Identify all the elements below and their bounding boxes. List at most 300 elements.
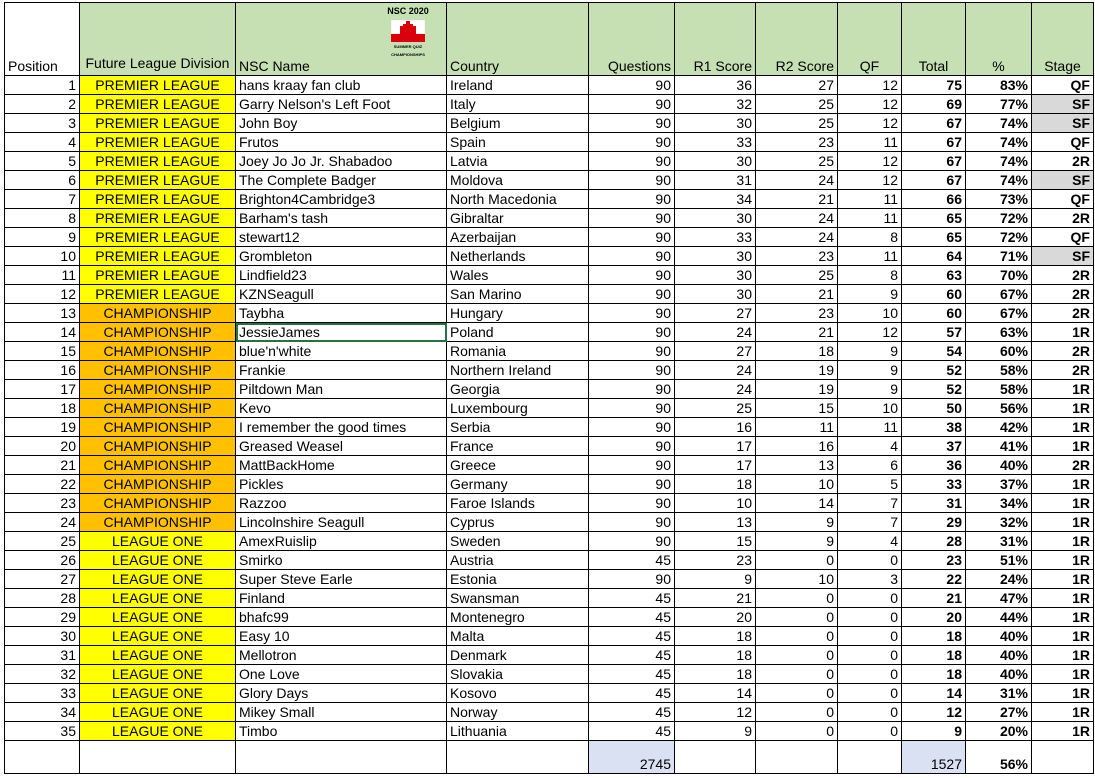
cell-division[interactable]: CHAMPIONSHIP xyxy=(80,494,236,513)
cell-stage[interactable]: SF xyxy=(1032,114,1094,133)
cell-questions[interactable]: 90 xyxy=(589,228,675,247)
cell-country[interactable]: Romania xyxy=(447,342,589,361)
cell-qf[interactable]: 0 xyxy=(838,646,902,665)
cell-pct[interactable]: 31% xyxy=(966,684,1032,703)
cell-country[interactable]: San Marino xyxy=(447,285,589,304)
cell-r1[interactable]: 10 xyxy=(675,494,756,513)
cell-r2[interactable]: 23 xyxy=(756,247,838,266)
cell-country[interactable]: Azerbaijan xyxy=(447,228,589,247)
cell-r2[interactable]: 24 xyxy=(756,228,838,247)
cell-stage[interactable]: 2R xyxy=(1032,285,1094,304)
foot-empty-country[interactable] xyxy=(447,741,589,774)
cell-questions[interactable]: 90 xyxy=(589,285,675,304)
cell-name[interactable]: Mikey Small xyxy=(236,703,447,722)
cell-r1[interactable]: 24 xyxy=(675,361,756,380)
cell-r2[interactable]: 21 xyxy=(756,190,838,209)
cell-country[interactable]: North Macedonia xyxy=(447,190,589,209)
cell-total[interactable]: 14 xyxy=(902,684,966,703)
cell-r2[interactable]: 25 xyxy=(756,152,838,171)
cell-stage[interactable]: 1R xyxy=(1032,703,1094,722)
cell-qf[interactable]: 0 xyxy=(838,608,902,627)
cell-country[interactable]: Greece xyxy=(447,456,589,475)
cell-pct[interactable]: 24% xyxy=(966,570,1032,589)
cell-total[interactable]: 63 xyxy=(902,266,966,285)
cell-r1[interactable]: 33 xyxy=(675,133,756,152)
cell-division[interactable]: PREMIER LEAGUE xyxy=(80,133,236,152)
cell-qf[interactable]: 9 xyxy=(838,285,902,304)
cell-total[interactable]: 18 xyxy=(902,665,966,684)
cell-pct[interactable]: 70% xyxy=(966,266,1032,285)
cell-name[interactable]: Mellotron xyxy=(236,646,447,665)
cell-stage[interactable]: 1R xyxy=(1032,627,1094,646)
cell-pct[interactable]: 67% xyxy=(966,285,1032,304)
cell-stage[interactable]: SF xyxy=(1032,171,1094,190)
cell-position[interactable]: 17 xyxy=(5,380,80,399)
cell-r2[interactable]: 18 xyxy=(756,342,838,361)
cell-qf[interactable]: 11 xyxy=(838,133,902,152)
cell-total[interactable]: 60 xyxy=(902,285,966,304)
cell-country[interactable]: Faroe Islands xyxy=(447,494,589,513)
cell-total[interactable]: 54 xyxy=(902,342,966,361)
cell-r1[interactable]: 30 xyxy=(675,152,756,171)
cell-name[interactable]: blue'n'white xyxy=(236,342,447,361)
cell-division[interactable]: CHAMPIONSHIP xyxy=(80,399,236,418)
cell-country[interactable]: Ireland xyxy=(447,76,589,95)
cell-country[interactable]: Slovakia xyxy=(447,665,589,684)
cell-r1[interactable]: 30 xyxy=(675,114,756,133)
cell-position[interactable]: 33 xyxy=(5,684,80,703)
cell-country[interactable]: Wales xyxy=(447,266,589,285)
cell-pct[interactable]: 72% xyxy=(966,209,1032,228)
cell-division[interactable]: PREMIER LEAGUE xyxy=(80,285,236,304)
cell-r1[interactable]: 30 xyxy=(675,209,756,228)
cell-qf[interactable]: 10 xyxy=(838,304,902,323)
cell-position[interactable]: 9 xyxy=(5,228,80,247)
cell-r1[interactable]: 9 xyxy=(675,570,756,589)
cell-r2[interactable]: 23 xyxy=(756,133,838,152)
cell-name[interactable]: MattBackHome xyxy=(236,456,447,475)
cell-r1[interactable]: 27 xyxy=(675,342,756,361)
cell-country[interactable]: Serbia xyxy=(447,418,589,437)
cell-qf[interactable]: 11 xyxy=(838,190,902,209)
cell-r2[interactable]: 23 xyxy=(756,304,838,323)
cell-division[interactable]: LEAGUE ONE xyxy=(80,684,236,703)
cell-total[interactable]: 20 xyxy=(902,608,966,627)
cell-pct[interactable]: 27% xyxy=(966,703,1032,722)
cell-total[interactable]: 18 xyxy=(902,646,966,665)
cell-name[interactable]: Kevo xyxy=(236,399,447,418)
cell-position[interactable]: 3 xyxy=(5,114,80,133)
cell-questions[interactable]: 90 xyxy=(589,133,675,152)
cell-questions[interactable]: 45 xyxy=(589,722,675,741)
cell-r2[interactable]: 19 xyxy=(756,380,838,399)
cell-qf[interactable]: 12 xyxy=(838,95,902,114)
cell-name[interactable]: Razzoo xyxy=(236,494,447,513)
cell-qf[interactable]: 7 xyxy=(838,513,902,532)
cell-qf[interactable]: 8 xyxy=(838,266,902,285)
cell-name[interactable]: Grombleton xyxy=(236,247,447,266)
cell-r1[interactable]: 34 xyxy=(675,190,756,209)
cell-name[interactable]: Taybha xyxy=(236,304,447,323)
cell-stage[interactable]: 1R xyxy=(1032,684,1094,703)
cell-stage[interactable]: 1R xyxy=(1032,513,1094,532)
cell-r2[interactable]: 25 xyxy=(756,266,838,285)
cell-name[interactable]: JessieJames xyxy=(236,323,447,342)
cell-stage[interactable]: QF xyxy=(1032,228,1094,247)
cell-r1[interactable]: 31 xyxy=(675,171,756,190)
cell-division[interactable]: LEAGUE ONE xyxy=(80,627,236,646)
cell-name[interactable]: Frankie xyxy=(236,361,447,380)
cell-qf[interactable]: 7 xyxy=(838,494,902,513)
cell-position[interactable]: 8 xyxy=(5,209,80,228)
cell-stage[interactable]: 1R xyxy=(1032,494,1094,513)
cell-name[interactable]: Barham's tash xyxy=(236,209,447,228)
cell-r1[interactable]: 13 xyxy=(675,513,756,532)
cell-stage[interactable]: 1R xyxy=(1032,323,1094,342)
cell-name[interactable]: Joey Jo Jo Jr. Shabadoo xyxy=(236,152,447,171)
cell-stage[interactable]: SF xyxy=(1032,247,1094,266)
cell-pct[interactable]: 20% xyxy=(966,722,1032,741)
cell-qf[interactable]: 0 xyxy=(838,684,902,703)
cell-stage[interactable]: QF xyxy=(1032,76,1094,95)
cell-r2[interactable]: 0 xyxy=(756,665,838,684)
cell-total[interactable]: 67 xyxy=(902,133,966,152)
header-division[interactable]: Future League Division xyxy=(80,3,236,76)
cell-country[interactable]: Denmark xyxy=(447,646,589,665)
cell-position[interactable]: 13 xyxy=(5,304,80,323)
cell-division[interactable]: CHAMPIONSHIP xyxy=(80,456,236,475)
cell-questions[interactable]: 90 xyxy=(589,570,675,589)
cell-pct[interactable]: 72% xyxy=(966,228,1032,247)
cell-questions[interactable]: 90 xyxy=(589,152,675,171)
cell-qf[interactable]: 0 xyxy=(838,589,902,608)
cell-r2[interactable]: 0 xyxy=(756,703,838,722)
cell-position[interactable]: 1 xyxy=(5,76,80,95)
cell-pct[interactable]: 42% xyxy=(966,418,1032,437)
cell-division[interactable]: LEAGUE ONE xyxy=(80,570,236,589)
cell-position[interactable]: 20 xyxy=(5,437,80,456)
cell-position[interactable]: 31 xyxy=(5,646,80,665)
cell-division[interactable]: LEAGUE ONE xyxy=(80,551,236,570)
cell-division[interactable]: PREMIER LEAGUE xyxy=(80,247,236,266)
cell-position[interactable]: 22 xyxy=(5,475,80,494)
cell-position[interactable]: 7 xyxy=(5,190,80,209)
cell-country[interactable]: Gibraltar xyxy=(447,209,589,228)
header-questions[interactable]: Questions xyxy=(589,3,675,76)
cell-stage[interactable]: 1R xyxy=(1032,380,1094,399)
cell-position[interactable]: 30 xyxy=(5,627,80,646)
cell-pct[interactable]: 77% xyxy=(966,95,1032,114)
cell-position[interactable]: 27 xyxy=(5,570,80,589)
cell-qf[interactable]: 8 xyxy=(838,228,902,247)
cell-total[interactable]: 9 xyxy=(902,722,966,741)
cell-name[interactable]: Finland xyxy=(236,589,447,608)
header-position[interactable]: Position xyxy=(5,3,80,76)
cell-total[interactable]: 60 xyxy=(902,304,966,323)
cell-stage[interactable]: 1R xyxy=(1032,608,1094,627)
cell-position[interactable]: 2 xyxy=(5,95,80,114)
cell-position[interactable]: 24 xyxy=(5,513,80,532)
cell-pct[interactable]: 34% xyxy=(966,494,1032,513)
cell-name[interactable]: Smirko xyxy=(236,551,447,570)
cell-total[interactable]: 31 xyxy=(902,494,966,513)
cell-name[interactable]: Timbo xyxy=(236,722,447,741)
cell-r2[interactable]: 0 xyxy=(756,646,838,665)
cell-country[interactable]: Estonia xyxy=(447,570,589,589)
cell-r1[interactable]: 33 xyxy=(675,228,756,247)
cell-r1[interactable]: 21 xyxy=(675,589,756,608)
cell-stage[interactable]: 1R xyxy=(1032,589,1094,608)
cell-total[interactable]: 18 xyxy=(902,627,966,646)
cell-total[interactable]: 75 xyxy=(902,76,966,95)
cell-country[interactable]: Italy xyxy=(447,95,589,114)
cell-questions[interactable]: 90 xyxy=(589,475,675,494)
cell-position[interactable]: 4 xyxy=(5,133,80,152)
cell-r2[interactable]: 21 xyxy=(756,285,838,304)
cell-position[interactable]: 29 xyxy=(5,608,80,627)
cell-r1[interactable]: 14 xyxy=(675,684,756,703)
cell-questions[interactable]: 90 xyxy=(589,494,675,513)
cell-qf[interactable]: 3 xyxy=(838,570,902,589)
cell-total[interactable]: 29 xyxy=(902,513,966,532)
cell-country[interactable]: Luxembourg xyxy=(447,399,589,418)
cell-total[interactable]: 52 xyxy=(902,380,966,399)
cell-r1[interactable]: 16 xyxy=(675,418,756,437)
cell-total[interactable]: 64 xyxy=(902,247,966,266)
cell-division[interactable]: LEAGUE ONE xyxy=(80,589,236,608)
cell-pct[interactable]: 44% xyxy=(966,608,1032,627)
cell-name[interactable]: Garry Nelson's Left Foot xyxy=(236,95,447,114)
cell-total[interactable]: 65 xyxy=(902,209,966,228)
cell-pct[interactable]: 37% xyxy=(966,475,1032,494)
cell-name[interactable]: KZNSeagull xyxy=(236,285,447,304)
cell-r2[interactable]: 24 xyxy=(756,171,838,190)
cell-division[interactable]: CHAMPIONSHIP xyxy=(80,513,236,532)
cell-total[interactable]: 66 xyxy=(902,190,966,209)
cell-qf[interactable]: 12 xyxy=(838,171,902,190)
cell-division[interactable]: PREMIER LEAGUE xyxy=(80,209,236,228)
cell-pct[interactable]: 63% xyxy=(966,323,1032,342)
cell-stage[interactable]: 1R xyxy=(1032,722,1094,741)
cell-stage[interactable]: SF xyxy=(1032,95,1094,114)
cell-total[interactable]: 52 xyxy=(902,361,966,380)
cell-r2[interactable]: 21 xyxy=(756,323,838,342)
cell-name[interactable]: Pickles xyxy=(236,475,447,494)
cell-stage[interactable]: 2R xyxy=(1032,456,1094,475)
cell-stage[interactable]: 1R xyxy=(1032,570,1094,589)
cell-questions[interactable]: 90 xyxy=(589,437,675,456)
cell-questions[interactable]: 90 xyxy=(589,209,675,228)
cell-stage[interactable]: 1R xyxy=(1032,399,1094,418)
cell-name[interactable]: stewart12 xyxy=(236,228,447,247)
cell-pct[interactable]: 47% xyxy=(966,589,1032,608)
cell-country[interactable]: Sweden xyxy=(447,532,589,551)
cell-stage[interactable]: QF xyxy=(1032,133,1094,152)
cell-r2[interactable]: 0 xyxy=(756,627,838,646)
foot-empty-r2[interactable] xyxy=(756,741,838,774)
cell-questions[interactable]: 90 xyxy=(589,247,675,266)
cell-questions[interactable]: 90 xyxy=(589,532,675,551)
cell-r1[interactable]: 25 xyxy=(675,399,756,418)
cell-r2[interactable]: 0 xyxy=(756,684,838,703)
cell-pct[interactable]: 74% xyxy=(966,171,1032,190)
cell-pct[interactable]: 83% xyxy=(966,76,1032,95)
cell-division[interactable]: PREMIER LEAGUE xyxy=(80,266,236,285)
cell-division[interactable]: CHAMPIONSHIP xyxy=(80,437,236,456)
cell-total[interactable]: 67 xyxy=(902,114,966,133)
cell-qf[interactable]: 0 xyxy=(838,551,902,570)
cell-r1[interactable]: 18 xyxy=(675,475,756,494)
cell-division[interactable]: CHAMPIONSHIP xyxy=(80,342,236,361)
cell-stage[interactable]: 2R xyxy=(1032,266,1094,285)
cell-position[interactable]: 12 xyxy=(5,285,80,304)
header-qf[interactable]: QF xyxy=(838,3,902,76)
cell-questions[interactable]: 45 xyxy=(589,589,675,608)
cell-position[interactable]: 32 xyxy=(5,665,80,684)
cell-total[interactable]: 33 xyxy=(902,475,966,494)
cell-pct[interactable]: 31% xyxy=(966,532,1032,551)
cell-total[interactable]: 37 xyxy=(902,437,966,456)
cell-r1[interactable]: 32 xyxy=(675,95,756,114)
cell-pct[interactable]: 73% xyxy=(966,190,1032,209)
cell-country[interactable]: Latvia xyxy=(447,152,589,171)
cell-division[interactable]: LEAGUE ONE xyxy=(80,608,236,627)
cell-total[interactable]: 12 xyxy=(902,703,966,722)
header-stage[interactable]: Stage xyxy=(1032,3,1094,76)
cell-name[interactable]: Super Steve Earle xyxy=(236,570,447,589)
foot-empty-name[interactable] xyxy=(236,741,447,774)
cell-r2[interactable]: 13 xyxy=(756,456,838,475)
cell-division[interactable]: LEAGUE ONE xyxy=(80,722,236,741)
cell-division[interactable]: LEAGUE ONE xyxy=(80,703,236,722)
cell-questions[interactable]: 90 xyxy=(589,266,675,285)
cell-questions[interactable]: 90 xyxy=(589,76,675,95)
cell-r2[interactable]: 15 xyxy=(756,399,838,418)
cell-pct[interactable]: 58% xyxy=(966,361,1032,380)
cell-qf[interactable]: 0 xyxy=(838,722,902,741)
cell-pct[interactable]: 67% xyxy=(966,304,1032,323)
cell-country[interactable]: Belgium xyxy=(447,114,589,133)
cell-questions[interactable]: 90 xyxy=(589,342,675,361)
cell-questions[interactable]: 90 xyxy=(589,114,675,133)
cell-name[interactable]: I remember the good times xyxy=(236,418,447,437)
total-points[interactable]: 1527 xyxy=(902,741,966,774)
cell-country[interactable]: Spain xyxy=(447,133,589,152)
cell-r2[interactable]: 10 xyxy=(756,570,838,589)
cell-r2[interactable]: 9 xyxy=(756,513,838,532)
cell-r1[interactable]: 20 xyxy=(675,608,756,627)
cell-division[interactable]: LEAGUE ONE xyxy=(80,532,236,551)
cell-country[interactable]: Netherlands xyxy=(447,247,589,266)
cell-country[interactable]: Kosovo xyxy=(447,684,589,703)
cell-qf[interactable]: 9 xyxy=(838,380,902,399)
cell-r1[interactable]: 18 xyxy=(675,665,756,684)
cell-position[interactable]: 21 xyxy=(5,456,80,475)
cell-pct[interactable]: 40% xyxy=(966,456,1032,475)
cell-position[interactable]: 19 xyxy=(5,418,80,437)
cell-r1[interactable]: 24 xyxy=(675,380,756,399)
cell-r1[interactable]: 23 xyxy=(675,551,756,570)
cell-pct[interactable]: 71% xyxy=(966,247,1032,266)
cell-questions[interactable]: 45 xyxy=(589,627,675,646)
cell-pct[interactable]: 60% xyxy=(966,342,1032,361)
header-country[interactable]: Country xyxy=(447,3,589,76)
cell-total[interactable]: 67 xyxy=(902,171,966,190)
cell-pct[interactable]: 32% xyxy=(966,513,1032,532)
cell-name[interactable]: One Love xyxy=(236,665,447,684)
cell-r2[interactable]: 16 xyxy=(756,437,838,456)
cell-stage[interactable]: 2R xyxy=(1032,152,1094,171)
cell-stage[interactable]: 1R xyxy=(1032,418,1094,437)
cell-country[interactable]: Northern Ireland xyxy=(447,361,589,380)
cell-total[interactable]: 36 xyxy=(902,456,966,475)
cell-r2[interactable]: 25 xyxy=(756,114,838,133)
cell-qf[interactable]: 12 xyxy=(838,76,902,95)
cell-name[interactable]: The Complete Badger xyxy=(236,171,447,190)
cell-questions[interactable]: 90 xyxy=(589,418,675,437)
cell-total[interactable]: 57 xyxy=(902,323,966,342)
cell-qf[interactable]: 6 xyxy=(838,456,902,475)
cell-position[interactable]: 10 xyxy=(5,247,80,266)
cell-position[interactable]: 15 xyxy=(5,342,80,361)
cell-pct[interactable]: 40% xyxy=(966,627,1032,646)
cell-qf[interactable]: 11 xyxy=(838,247,902,266)
cell-name[interactable]: Frutos xyxy=(236,133,447,152)
cell-country[interactable]: Swansman xyxy=(447,589,589,608)
cell-qf[interactable]: 0 xyxy=(838,703,902,722)
cell-r2[interactable]: 0 xyxy=(756,722,838,741)
cell-r2[interactable]: 14 xyxy=(756,494,838,513)
header-total[interactable]: Total xyxy=(902,3,966,76)
cell-r1[interactable]: 15 xyxy=(675,532,756,551)
cell-qf[interactable]: 4 xyxy=(838,437,902,456)
cell-country[interactable]: Malta xyxy=(447,627,589,646)
cell-position[interactable]: 26 xyxy=(5,551,80,570)
cell-stage[interactable]: 1R xyxy=(1032,646,1094,665)
cell-stage[interactable]: 1R xyxy=(1032,665,1094,684)
cell-division[interactable]: CHAMPIONSHIP xyxy=(80,475,236,494)
cell-position[interactable]: 11 xyxy=(5,266,80,285)
cell-qf[interactable]: 11 xyxy=(838,418,902,437)
cell-total[interactable]: 21 xyxy=(902,589,966,608)
cell-division[interactable]: LEAGUE ONE xyxy=(80,665,236,684)
cell-division[interactable]: CHAMPIONSHIP xyxy=(80,323,236,342)
cell-qf[interactable]: 9 xyxy=(838,342,902,361)
cell-position[interactable]: 23 xyxy=(5,494,80,513)
cell-stage[interactable]: 2R xyxy=(1032,361,1094,380)
cell-qf[interactable]: 12 xyxy=(838,323,902,342)
cell-r2[interactable]: 27 xyxy=(756,76,838,95)
cell-r2[interactable]: 0 xyxy=(756,608,838,627)
cell-r2[interactable]: 24 xyxy=(756,209,838,228)
cell-qf[interactable]: 12 xyxy=(838,114,902,133)
cell-r1[interactable]: 17 xyxy=(675,437,756,456)
cell-pct[interactable]: 74% xyxy=(966,152,1032,171)
cell-country[interactable]: Lithuania xyxy=(447,722,589,741)
cell-country[interactable]: Hungary xyxy=(447,304,589,323)
cell-questions[interactable]: 90 xyxy=(589,190,675,209)
header-name[interactable]: NSC Name xyxy=(236,3,447,76)
cell-division[interactable]: CHAMPIONSHIP xyxy=(80,361,236,380)
cell-name[interactable]: Lindfield23 xyxy=(236,266,447,285)
cell-division[interactable]: CHAMPIONSHIP xyxy=(80,418,236,437)
cell-division[interactable]: PREMIER LEAGUE xyxy=(80,152,236,171)
cell-r1[interactable]: 30 xyxy=(675,247,756,266)
cell-name[interactable]: Greased Weasel xyxy=(236,437,447,456)
foot-empty-r1[interactable] xyxy=(675,741,756,774)
cell-position[interactable]: 5 xyxy=(5,152,80,171)
cell-r1[interactable]: 18 xyxy=(675,627,756,646)
